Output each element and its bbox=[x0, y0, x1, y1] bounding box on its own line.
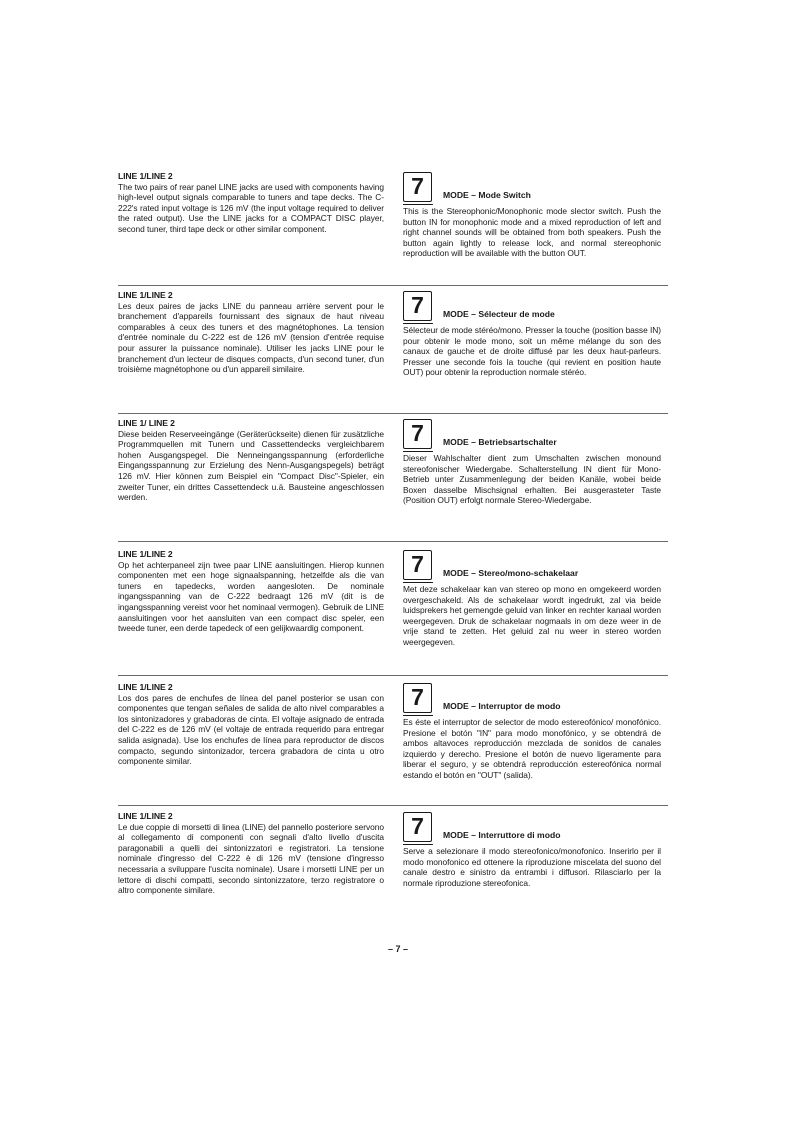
line-heading: LINE 1/LINE 2 bbox=[118, 290, 173, 300]
mode-description: Dieser Wahlschalter dient zum Umschalten zwischen monound stereofonischer Wiedergabe. Schalterstellung IN dient für Mono-Betrieb unter Zusammenlegung der beiden Kanäle, wobei beide Boxen dasselbe Mischsignal erhalten. Bei ausgerasteter Taste (Position OUT) erfolgt normale Stereo-Wiedergabe. bbox=[403, 453, 661, 506]
line-heading: LINE 1/LINE 2 bbox=[118, 811, 173, 821]
mode-heading: MODE – Sélecteur de mode bbox=[443, 309, 555, 319]
number-badge: 7 bbox=[403, 419, 432, 449]
section-divider bbox=[118, 675, 668, 676]
line-section-de bbox=[118, 418, 384, 503]
section-divider bbox=[118, 805, 668, 806]
mode-heading: MODE – Betriebsartschalter bbox=[443, 437, 557, 447]
page-number: – 7 – bbox=[387, 944, 409, 954]
mode-heading: MODE – Stereo/mono-schakelaar bbox=[443, 568, 579, 578]
line-section-nl bbox=[118, 549, 384, 634]
line-heading: LINE 1/ LINE 2 bbox=[118, 418, 175, 428]
section-divider bbox=[118, 541, 668, 542]
mode-section-es bbox=[403, 683, 661, 781]
mode-heading: MODE – Interruptor de modo bbox=[443, 701, 561, 711]
line-heading: LINE 1/LINE 2 bbox=[118, 171, 173, 181]
line-section-fr bbox=[118, 290, 384, 375]
line-description: Le due coppie di morsetti di linea (LINE) del pannello posteriore servono al collegamento di componenti con segnali d'alto livello d'uscita paragonabili a quelli dei sintonizzatori e registratori. La tensione nominale d'ingresso del C-222 è di 126 mV (tensione d'ingresso necessaria a sviluppare l'uscita nominale). Usare i morsetti LINE per un lettore di dischi compatti, secondo sintonizzatore, terzo registratore o altro componente similare. bbox=[118, 821, 384, 896]
mode-heading: MODE – Interruttore di modo bbox=[443, 830, 561, 840]
line-description: Los dos pares de enchufes de línea del panel posterior se usan con componentes que tengan señales de salida de alto nivel comparables a los sintonizadores y grabadoras de cinta. El voltaje asignado de entrada del C-222 es de 126 mV (el voltaje de entrada requerido para entregar salida asignada). Use los enchufes de línea para reproductor de discos compacto, segundo sintonizador, tercera grabadora de cinta u otro componente similar. bbox=[118, 692, 384, 767]
line-section-es bbox=[118, 682, 384, 767]
line-description: Les deux paires de jacks LINE du panneau arrière servent pour le branchement d'appareils fournissant des signaux de haut niveau comparables à ceux des tuners et des magnétophones. La tension d'entrée nominale du C-222 est de 126 mV (tension d'entrée requise pour assurer la puissance nominale). Utiliser les jacks LINE pour le branchement d'un lecteur de disques compacts, d'un second tuner, d'un troisième magnétophone ou d'un appareil similaire. bbox=[118, 300, 384, 375]
mode-section-fr bbox=[403, 291, 661, 378]
number-badge: 7 bbox=[403, 291, 432, 321]
line-heading: LINE 1/LINE 2 bbox=[118, 682, 173, 692]
number-badge: 7 bbox=[403, 172, 432, 202]
mode-description: Sélecteur de mode stéréo/mono. Presser la touche (position basse IN) pour obtenir le mode mono, soit un même mélange du son des canaux de gauche et de droite diffusé par les deux haut-parleurs. Presser une seconde fois la touche (qui revient en position haute OUT) pour obtenir la reproduction normale stéréo. bbox=[403, 325, 661, 378]
mode-section-it bbox=[403, 812, 661, 888]
mode-section-de bbox=[403, 419, 661, 506]
line-description: Op het achterpaneel zijn twee paar LINE aansluitingen. Hierop kunnen componenten met een hoge signaalspanning, hetzelfde als die van tuners en tapedecks, worden aangesloten. De nominale ingangsspanning van de C-222 bedraagt 126 mV (dit is de ingangsspanning vereist voor het nominaal vermogen). Gebruik de LINE aansluitingen voor het aansluiten van een compact disc speler, een tweede tuner, een derde tapedeck of een gelijkwaardig component. bbox=[118, 559, 384, 634]
number-badge: 7 bbox=[403, 812, 432, 842]
line-description: Diese beiden Reserveeingänge (Geräterückseite) dienen für zusätzliche Programmquellen mit Tunern und Cassettendecks vergleichbarem hohen Ausgangspegel. Die Nenneingangsspannung (erforderliche Eingangsspannung zur Erzielung des Nenn-Ausgangspegels) beträgt 126 mV. Hier können zum Beispiel ein "Compact Disc"-Spieler, ein zweiter Tuner, ein drittes Cassettendeck u.ä. Bausteine angeschlossen werden. bbox=[118, 428, 384, 503]
mode-heading: MODE – Mode Switch bbox=[443, 190, 531, 200]
mode-description: Es éste el interruptor de selector de modo estereofónico/ monofónico. Presione el botón "IN" para modo monofónico, y se obtendrá de ambos altavoces reproducción mezclada de sonidos de canales izquierdo y derecho. Presione el botón de nuevo ligeramente para liberar el seguro, y se obtendrá reproducción estereofónica normal estando el botón en "OUT" (salida). bbox=[403, 717, 661, 780]
section-divider bbox=[118, 285, 668, 286]
number-badge: 7 bbox=[403, 683, 432, 713]
mode-description: Met deze schakelaar kan van stereo op mono en omgekeerd worden overgeschakeld. Als de schakelaar wordt ingedrukt, zal via beide luidsprekers het gemengde geluid van linker en rechter kanaal worden weergegeven. Druk de schakelaar nogmaals in om deze weer in de vrije stand te zetten. Het geluid zal nu weer in stereo worden weergegeven. bbox=[403, 584, 661, 647]
mode-description: This is the Stereophonic/Monophonic mode slector switch. Push the button IN for monophonic mode and a mixed reproduction of left and right channel sounds will be obtained from both speakers. Push the button again lightly to release lock, and normal stereophonic reproduction will be available with the button OUT. bbox=[403, 206, 661, 259]
mode-section-nl bbox=[403, 550, 661, 648]
line-heading: LINE 1/LINE 2 bbox=[118, 549, 173, 559]
line-section-it bbox=[118, 811, 384, 896]
number-badge: 7 bbox=[403, 550, 432, 580]
mode-section-en bbox=[403, 172, 661, 259]
line-section-en bbox=[118, 171, 384, 235]
mode-description: Serve a selezionare il modo stereofonico/monofonico. Inserirlo per il modo monofonico ed ottenere la riproduzione miscelata del suono del canale destro e sinistro da entrambi i diffusori. Rilasciarlo per la normale riproduzione stereofonica. bbox=[403, 846, 661, 888]
line-description: The two pairs of rear panel LINE jacks are used with components having high-level output signals comparable to tuners and tape decks. The C-222's rated input voltage is 126 mV (the input voltage required to deliver the rated output). Use the LINE jacks for a COMPACT DISC player, second tuner, third tape deck or other similar component. bbox=[118, 181, 384, 234]
section-divider bbox=[118, 413, 668, 414]
